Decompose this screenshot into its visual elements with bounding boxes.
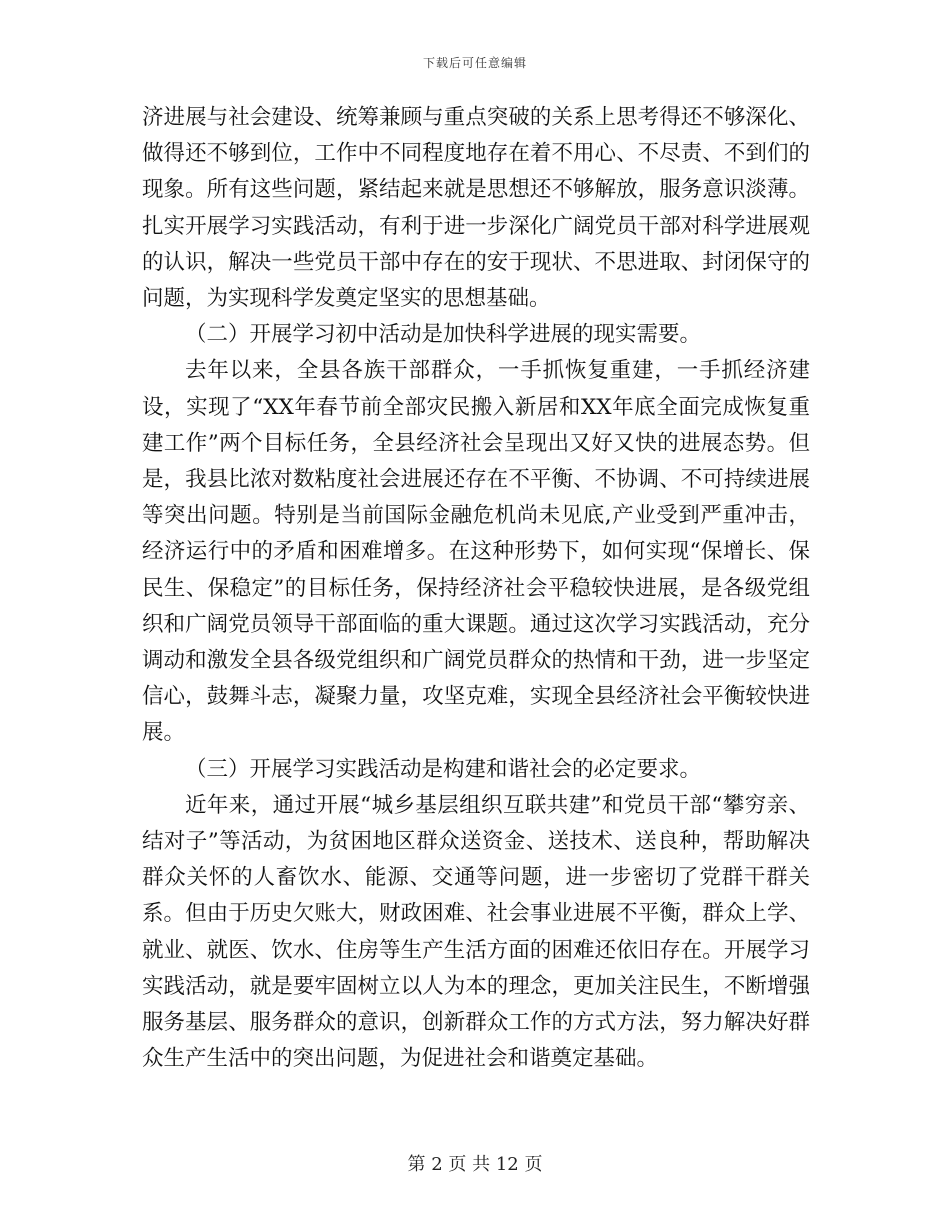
paragraph-continuation: 济进展与社会建设、统筹兼顾与重点突破的关系上思考得还不够深化、做得还不够到位，工作中不同程度地存在着不用心、不尽责、不到们的现象。所有这些问题，紧结起来就是思想还不够解放，服务意识淡薄。扎实开展学习实践活动，有利于进一步深化广阔党员干部对科学进展观的认识，解决一些党员干部中存在的安于现状、不思进取、封闭保守的问题，为实现科学发奠定坚实的思想基础。 bbox=[142, 105, 810, 312]
paragraph-section-3: 近年来，通过开展“城乡基层组织互联共建”和党员干部“攀穷亲、结对子”等活动，为贫困地区群众送资金、送技术、送良种，帮助解决群众关怀的人畜饮水、能源、交通等问题，进一步密切了党群干群关系。但由于历史欠账大，财政困难、社会事业进展不平衡，群众上学、就业、就医、饮水、住房等生产生活方面的困难还依旧存在。开展学习实践活动，就是要牢固树立以人为本的理念，更加关注民生，不断增强服务基层、服务群众的意识，创新群众工作的方式方法，努力解决好群众生产生活中的突出问题，为促进社会和谐奠定基础。 bbox=[142, 792, 810, 1072]
section-heading-2: （二）开展学习初中活动是加快科学进展的现实需要。 bbox=[185, 322, 702, 348]
document-body bbox=[142, 100, 810, 1077]
section-heading-3: （三）开展学习实践活动是构建和谐社会的必定要求。 bbox=[185, 756, 702, 782]
paragraph-section-2: 去年以来，全县各族干部群众，一手抓恢复重建，一手抓经济建设，实现了“XX年春节前全部灾民搬入新居和XX年底全面完成恢复重建工作”两个目标任务，全县经济社会呈现出又好又快的进展态势。但是，我县比浓对数粘度社会进展还存在不平衡、不协调、不可持续进展等突出问题。特别是当前国际金融危机尚未见底,产业受到严重冲击，经济运行中的矛盾和困难增多。在这种形势下，如何实现“保增长、保民生、保稳定”的目标任务，保持经济社会平稳较快进展，是各级党组织和广阔党员领导干部面临的重大课题。通过这次学习实践活动，充分调动和激发全县各级党组织和广阔党员群众的热情和干劲，进一步坚定信心，鼓舞斗志，凝聚力量，攻坚克难，实现全县经济社会平衡较快进展。 bbox=[142, 358, 810, 746]
page-number: 第 2 页 共 12 页 bbox=[407, 1154, 543, 1175]
page-header-note: 下载后可任意编辑 bbox=[422, 56, 527, 70]
